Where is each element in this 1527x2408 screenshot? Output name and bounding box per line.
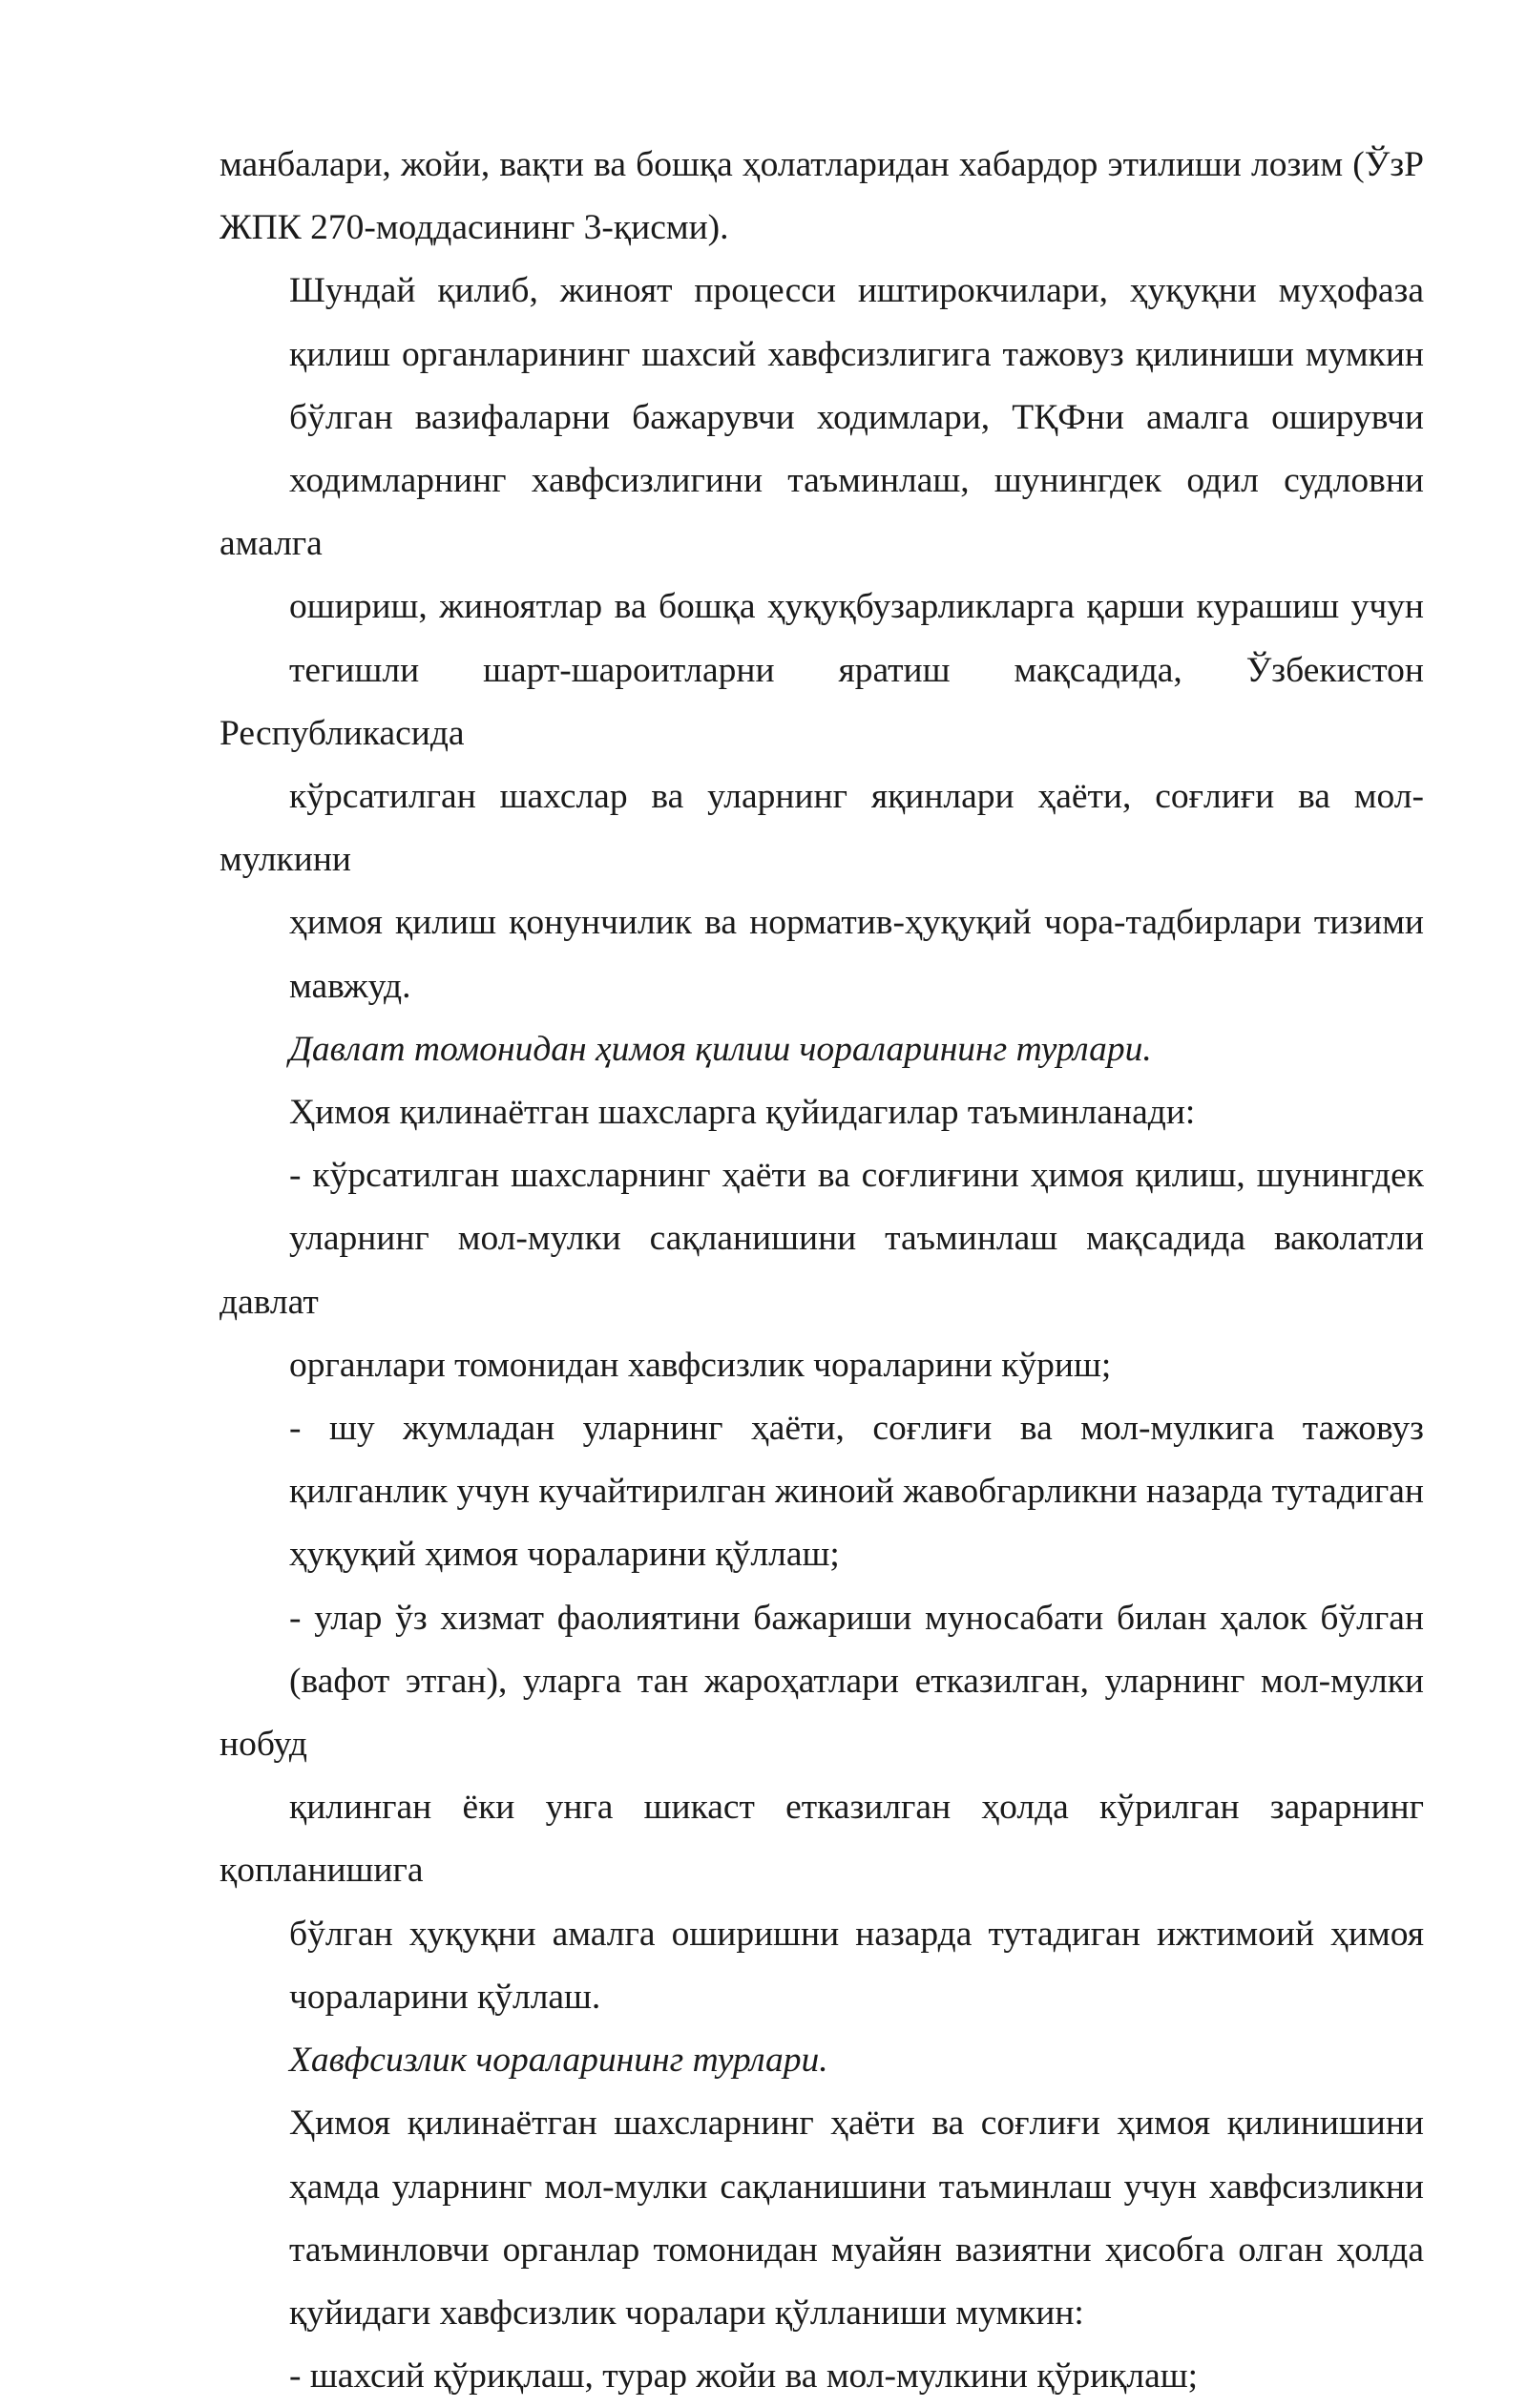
text-line: Хавфсизлик чораларининг турлари. [289, 2041, 828, 2081]
text-line: қилиш органларининг шахсий хавфсизлигига тажовуз қилиниши мумкин [289, 334, 1424, 374]
text-line: Шундай қилиб, жиноят процесси иштирокчилари, ҳуқуқни муҳофаза [289, 271, 1424, 311]
text-line: органлари томонидан хавфсизлик чораларини кўриш; [289, 1345, 1112, 1385]
text-line: ходимларнинг хавфсизлигини таъминлаш, шунингдек одил судловни амалга [220, 461, 1424, 564]
text-line: бўлган ҳуқуқни амалга оширишни назарда тутадиган ижтимоий ҳимоя [289, 1914, 1424, 1954]
body-paragraph [220, 1144, 1424, 1397]
text-line: ҳуқуқий ҳимоя чораларини қўллаш; [289, 1535, 840, 1575]
text-line: ҳамда уларнинг мол-мулки сақланишини таъминлаш учун хавфсизликни [289, 2167, 1424, 2207]
body-paragraph [220, 2092, 1424, 2345]
section-heading [220, 2029, 1424, 2092]
body-paragraph [220, 1397, 1424, 1587]
text-line: - шахсий қўриқлаш, турар жойи ва мол-мулкини қўриқлаш; [289, 2356, 1199, 2397]
body-paragraph [220, 134, 1424, 260]
document-page [220, 134, 1424, 2408]
text-line: ЖПК 270-моддасининг 3-қисми). [220, 208, 729, 248]
text-line: Ҳимоя қилинаётган шахсларга қуйидагилар таъминланади: [289, 1093, 1196, 1133]
text-line: - шу жумладан уларнинг ҳаёти, соғлиғи ва мол-мулкига тажовуз [289, 1409, 1424, 1449]
text-line: - улар ўз хизмат фаолиятини бажариши муносабати билан ҳалок бўлган [289, 1598, 1424, 1638]
text-line: таъминловчи органлар томонидан муайян вазиятни ҳисобга олган ҳолда [289, 2230, 1424, 2270]
text-line: қилинган ёки унга шикаст етказилган ҳолда кўрилган зарарнинг қопланишига [220, 1788, 1424, 1891]
text-line: бўлган вазифаларни бажарувчи ходимлари, ТҚФни амалга оширувчи [289, 397, 1424, 437]
body-paragraph [220, 1081, 1424, 1144]
body-paragraph [220, 2345, 1424, 2408]
text-line: манбалари, жойи, вақти ва бошқа ҳолатларидан хабардор этилиши лозим (ЎзР [220, 145, 1424, 184]
text-line: Ҳимоя қилинаётган шахсларнинг ҳаёти ва соғлиғи ҳимоя қилинишини [289, 2104, 1424, 2144]
text-line: уларнинг мол-мулки сақланишини таъминлаш мақсадида ваколатли давлат [220, 1219, 1424, 1322]
text-line: (вафот этган), уларга тан жароҳатлари етказилган, уларнинг мол-мулки нобуд [220, 1661, 1424, 1765]
text-line: кўрсатилган шахслар ва уларнинг яқинлари ҳаёти, соғлиғи ва мол-мулкини [220, 777, 1424, 880]
body-paragraph [220, 1587, 1424, 2029]
text-line: тегишли шарт-шароитларни яратиш мақсадида, Ўзбекистон Республикасида [220, 650, 1424, 753]
text-line: чораларини қўллаш. [289, 1977, 601, 2017]
text-line: Давлат томонидан ҳимоя қилиш чораларининг турлари. [289, 1029, 1152, 1069]
section-heading [220, 1018, 1424, 1081]
body-paragraph [220, 260, 1424, 1017]
text-line: мавжуд. [289, 966, 411, 1006]
text-line: - кўрсатилган шахсларнинг ҳаёти ва соғлиғини ҳимоя қилиш, шунингдек [289, 1156, 1424, 1196]
text-line: ошириш, жиноятлар ва бошқа ҳуқуқбузарликларга қарши курашиш учун [289, 587, 1424, 627]
text-line: қилганлик учун кучайтирилган жиноий жавобгарликни назарда тутадиган [289, 1472, 1424, 1512]
text-line: ҳимоя қилиш қонунчилик ва норматив-ҳуқуқий чора-тадбирлари тизими [289, 903, 1424, 943]
text-line: қуйидаги хавфсизлик чоралари қўлланиши мумкин: [289, 2293, 1084, 2333]
